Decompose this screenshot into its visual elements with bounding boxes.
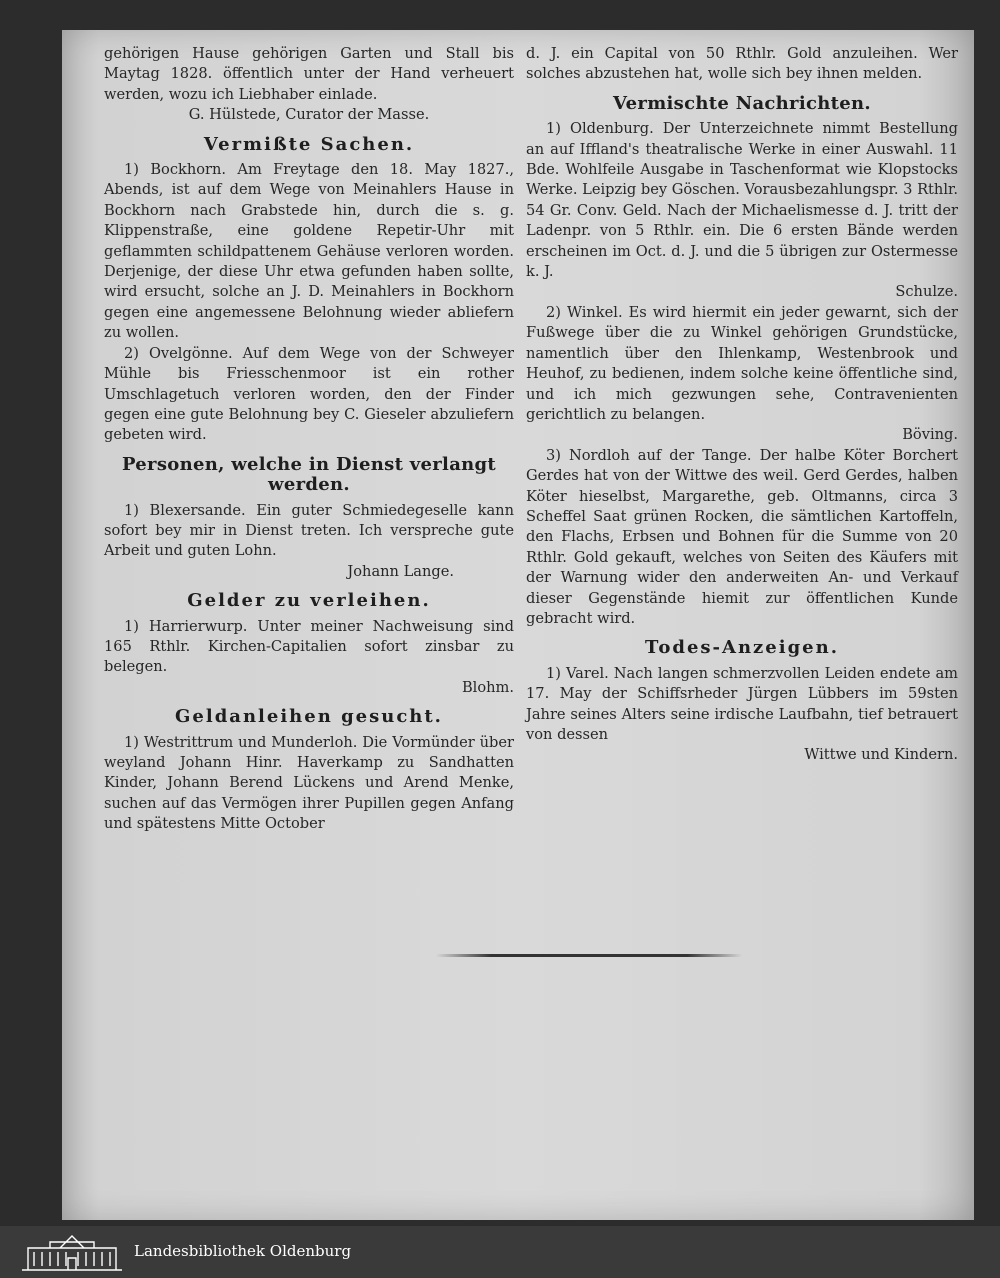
library-building-icon xyxy=(20,1232,124,1272)
notice-ovelgoenne: 2) Ovelgönne. Auf dem Wege von der Schweyer Mühle bis Friesschenmoor ist ein rother Umschlagetuch verloren worden, den der Finder gegen eine gute Belohnung bey C. Gieseler abzuliefern gebeten wird. xyxy=(104,344,514,444)
footer-bar xyxy=(0,1226,1000,1278)
signature-widow: Wittwe und Kindern. xyxy=(804,746,958,764)
heading-lost-items: Vermißte Sachen. xyxy=(203,133,415,155)
end-rule xyxy=(436,954,742,957)
signature-lange: Johann Lange. xyxy=(347,562,454,580)
notice-bockhorn: 1) Bockhorn. Am Freytage den 18. May 1827., Abends, ist auf dem Wege von Meinahlers Hause in Bockhorn nach Grabstede hin, durch die s. g. Klippenstraße, eine goldene Repetir-Uhr mit geflammten schildpattenem Gehäuse verloren worden. Derjenige, der diese Uhr etwa gefunden haben sollte, wird ersucht, solche an J. D. Meinahlers in Bockhorn gegen eine angemessene Belohnung wieder abliefern zu wollen. xyxy=(104,161,514,342)
heading-loans-sought: Geldanleihen gesucht. xyxy=(175,706,443,728)
notice-varel: 1) Varel. Nach langen schmerzvollen Leiden endete am 17. May der Schiffsrheder Jürgen Lübbers im 59sten Jahre seines Alters seine irdische Laufbahn, tief betrauert von dessen xyxy=(526,664,958,743)
notice-winkel: 2) Winkel. Es wird hiermit ein jeder gewarnt, sich der Fußwege über die zu Winkel gehörigen Grundstücke, namentlich über den Ihlenkamp, Westenbrook und Heuhof, zu bedienen, indem solche keine öffentliche sind, und ich mich gezwungen sehe, Contravenienten gerichtlich zu belangen. xyxy=(526,303,958,423)
right-column xyxy=(526,44,958,766)
signature-boeving: Böving. xyxy=(902,426,958,444)
signature-schulze: Schulze. xyxy=(895,283,958,301)
library-name: Landesbibliothek Oldenburg xyxy=(134,1242,352,1260)
notice-harrierwurp: 1) Harrierwurp. Unter meiner Nachweisung sind 165 Rthlr. Kirchen-Capitalien sofort zinsbar zu belegen. xyxy=(104,617,514,676)
heading-misc-news: Vermischte Nachrichten. xyxy=(613,92,871,114)
left-paragraph-1: gehörigen Hause gehörigen Garten und Stall bis Maytag 1828. öffentlich unter der Hand verheuert werden, wozu ich Liebhaber einlade. xyxy=(104,45,514,103)
notice-oldenburg: 1) Oldenburg. Der Unterzeichnete nimmt Bestellung an auf Iffland's theatralische Werke in einer Auswahl. 11 Bde. Wohlfeile Ausgabe in Taschenformat wie Klopstocks Werke. Leipzig bey Göschen. Vorausbezahlungspr. 3 Rthlr. 54 Gr. Conv. Geld. Nach der Michaelismesse d. J. tritt der Ladenpr. von 5 Rthlr. ein. Die 6 ersten Bände werden erscheinen im Oct. d. J. und die 5 übrigen zur Ostermesse k. J. xyxy=(526,120,958,281)
notice-westrittrum: 1) Westrittrum und Munderloh. Die Vormünder über weyland Johann Hinr. Haverkamp zu Sandhatten Kinder, Johann Berend Lückens und Arend Menke, suchen auf das Vermögen ihrer Pupillen gegen Anfang und spätestens Mitte October xyxy=(104,733,514,833)
heading-service-wanted: Personen, welche in Dienst verlangt werden. xyxy=(121,453,497,496)
heading-death-notices: Todes-Anzeigen. xyxy=(645,637,839,659)
heading-money-to-lend: Gelder zu verleihen. xyxy=(187,590,431,612)
notice-nordloh: 3) Nordloh auf der Tange. Der halbe Köter Borchert Gerdes hat von der Wittwe des weil. Gerd Gerdes, halben Köter hieselbst, Margarethe, geb. Oltmanns, circa 3 Scheffel Saat grünen Rocken, die sämtlichen Kartoffeln, den Flachs, Erbsen und Bohnen für die Summe von 20 Rthlr. Gold gekauft, welches von Seiten des Käufers mit der Warnung wider den anderweiten An- und Verkauf dieser Gegenstände hiemit zur öffentlichen Kunde gebracht wird. xyxy=(526,446,958,627)
right-paragraph-0: d. J. ein Capital von 50 Rthlr. Gold anzuleihen. Wer solches abzustehen hat, wolle sich bey ihnen melden. xyxy=(526,45,958,83)
left-column xyxy=(104,44,514,835)
signature-blohm: Blohm. xyxy=(461,678,514,696)
left-signature-1: G. Hülstede, Curator der Masse. xyxy=(188,106,430,124)
notice-blexersande: 1) Blexersande. Ein guter Schmiedegeselle kann sofort bey mir in Dienst treten. Ich verspreche gute Arbeit und guten Lohn. xyxy=(104,501,514,560)
